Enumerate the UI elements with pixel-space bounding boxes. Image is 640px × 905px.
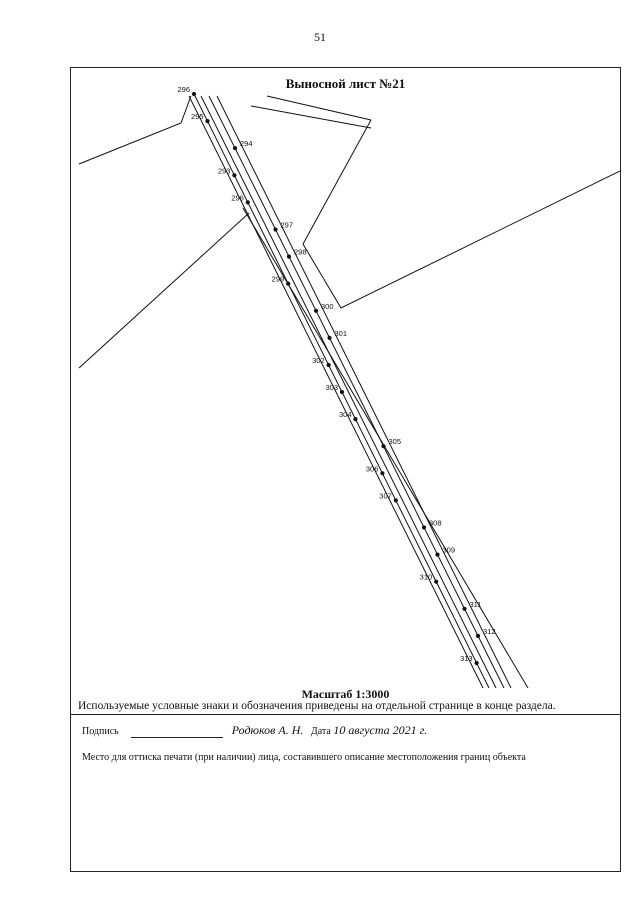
corridor-line bbox=[217, 96, 511, 688]
boundary-point-marker bbox=[286, 282, 290, 286]
signature-row bbox=[82, 723, 427, 738]
signer-name: Родюков А. Н. bbox=[231, 723, 304, 737]
boundary-point-label: 302 bbox=[312, 356, 325, 365]
boundary-point-marker bbox=[353, 417, 357, 421]
boundary-point-marker bbox=[233, 146, 237, 150]
map-scale: Масштаб 1:3000 bbox=[301, 687, 390, 701]
boundary-point-label: 305 bbox=[388, 437, 402, 447]
boundary-point-marker bbox=[314, 309, 318, 313]
boundary-point-marker bbox=[192, 92, 196, 96]
boundary-point-marker bbox=[205, 119, 209, 123]
parcel-boundary bbox=[79, 96, 191, 164]
boundary-point-label: 303 bbox=[325, 383, 338, 392]
boundary-points-layer bbox=[177, 85, 495, 665]
corridor-line bbox=[209, 96, 504, 688]
boundary-point-marker bbox=[394, 498, 398, 502]
boundary-point-marker bbox=[273, 227, 277, 231]
page-number: 51 bbox=[314, 30, 326, 44]
boundary-point-label: 307 bbox=[379, 491, 392, 501]
boundary-point-marker bbox=[246, 200, 250, 204]
boundary-point-marker bbox=[232, 173, 236, 177]
parcel-boundary bbox=[79, 213, 249, 368]
stamp-note: Место для оттиска печати (при наличии) лица, составившего описание местоположения границ объекта bbox=[82, 752, 526, 763]
parcel-boundary bbox=[303, 120, 620, 308]
boundary-point-marker bbox=[462, 607, 466, 611]
boundary-point-label: 313 bbox=[460, 654, 473, 663]
map-title: Выносной лист №21 bbox=[285, 76, 406, 91]
boundary-point-marker bbox=[327, 363, 331, 367]
boundary-point-marker bbox=[435, 553, 439, 557]
map-area bbox=[71, 68, 620, 688]
boundary-point-label: 306 bbox=[365, 464, 379, 474]
boundary-point-label: 310 bbox=[419, 572, 433, 582]
boundary-point-marker bbox=[287, 255, 291, 259]
signature-line bbox=[131, 728, 223, 738]
boundary-point-marker bbox=[340, 390, 344, 394]
boundary-point-marker bbox=[422, 525, 426, 529]
boundary-point-label: 293 bbox=[217, 166, 231, 176]
boundary-point-marker bbox=[475, 661, 479, 665]
corridor-line bbox=[201, 96, 496, 688]
parcel-boundary bbox=[267, 96, 371, 120]
corridor-boundary bbox=[243, 208, 528, 688]
section-divider bbox=[71, 714, 620, 715]
boundary-point-marker bbox=[381, 444, 385, 448]
parcel-boundary bbox=[251, 106, 371, 128]
date-label: Дата bbox=[310, 726, 331, 737]
boundary-point-label: 295 bbox=[190, 112, 204, 122]
boundary-point-marker bbox=[434, 580, 438, 584]
boundary-point-label: 300 bbox=[321, 301, 334, 311]
boundary-point-label: 312 bbox=[483, 626, 496, 636]
boundary-point-label: 294 bbox=[240, 139, 253, 149]
boundary-point-label: 309 bbox=[442, 545, 456, 555]
signature-label: Подпись bbox=[82, 726, 119, 737]
boundary-point-marker bbox=[476, 634, 480, 638]
boundary-point-label: 308 bbox=[429, 518, 442, 528]
boundary-point-label: 298 bbox=[294, 247, 307, 257]
boundary-point-label: 296 bbox=[177, 85, 190, 94]
boundary-point-label: 296 bbox=[231, 193, 244, 203]
map-drawing bbox=[71, 68, 620, 688]
signature-date: 10 августа 2021 г. bbox=[333, 723, 428, 737]
boundary-point-marker bbox=[380, 471, 384, 475]
legend-note: Используемые условные знаки и обозначения приведены на отдельной странице в конце раздела. bbox=[78, 700, 556, 712]
boundary-point-label: 301 bbox=[334, 328, 348, 338]
boundary-point-label: 299 bbox=[271, 274, 285, 284]
boundary-point-label: 297 bbox=[280, 220, 294, 230]
boundary-point-label: 304 bbox=[338, 410, 352, 420]
boundary-point-label: 311 bbox=[469, 599, 482, 609]
boundary-point-marker bbox=[327, 336, 331, 340]
